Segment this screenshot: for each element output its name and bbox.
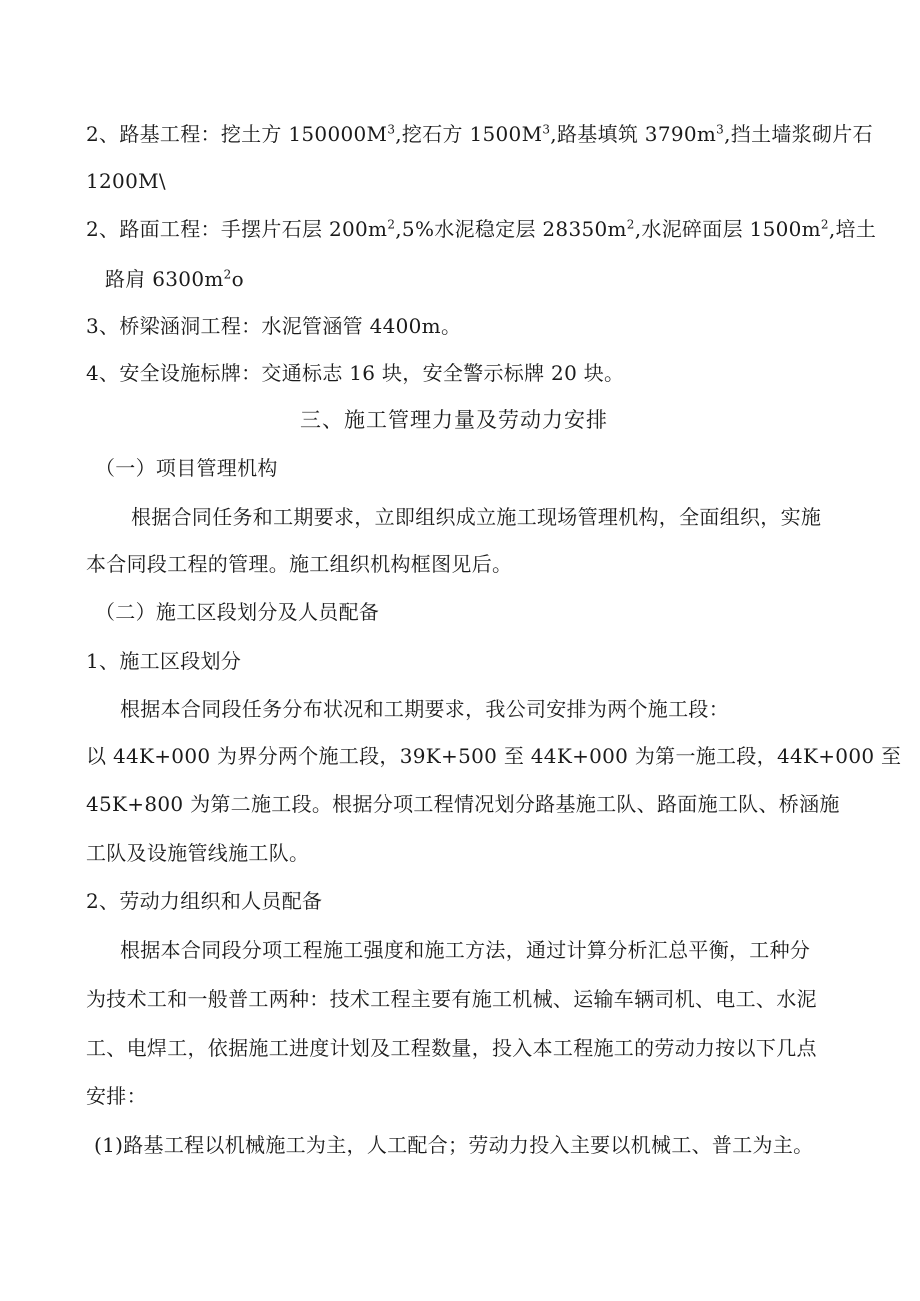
roadbed-text-c: ,路基填筑 3790m bbox=[550, 122, 717, 146]
division-paragraph-line1: 根据本合同段任务分布状况和工期要求，我公司安排为两个施工段： bbox=[120, 697, 729, 721]
roadbed-text-b: ,挖石方 1500M bbox=[395, 122, 543, 146]
roadbed-text-d: ,挡土墙浆砌片石 bbox=[724, 122, 873, 146]
labor-paragraph-line1: 根据本合同段分项工程施工强度和施工方法，通过计算分析汇总平衡，工种分 bbox=[120, 938, 811, 962]
pavement-text-b: ,5%水泥稳定层 28350m bbox=[395, 217, 627, 241]
division-paragraph-line3: 45K+800 为第二施工段。根据分项工程情况划分路基施工队、路面施工队、桥涵施 bbox=[86, 792, 840, 816]
division-paragraph-line2: 以 44K+000 为界分两个施工段，39K+500 至 44K+000 为第一施工段，44K+000 至 bbox=[86, 744, 902, 768]
pavement-text-d: ,培土 bbox=[828, 217, 877, 241]
sub2-title: （二）施工区段划分及人员配备 bbox=[95, 600, 380, 624]
safety-item: 4、安全设施标牌：交通标志 16 块，安全警示标牌 20 块。 bbox=[86, 361, 625, 385]
pavement-sup-b: 2 bbox=[626, 217, 635, 232]
pavement-sup-c: 2 bbox=[820, 217, 829, 232]
division-title: 1、施工区段划分 bbox=[86, 649, 242, 673]
roadbed-item-line2: 1200M\ bbox=[86, 169, 166, 193]
labor-title: 2、劳动力组织和人员配备 bbox=[86, 889, 323, 913]
labor-paragraph-line2: 为技术工和一般普工两种：技术工程主要有施工机械、运输车辆司机、电工、水泥 bbox=[86, 987, 817, 1011]
labor-paragraph-line4: 安排： bbox=[86, 1084, 147, 1108]
bridge-item: 3、桥梁涵洞工程：水泥管涵管 4400m。 bbox=[86, 314, 462, 338]
pavement-sup-a: 2 bbox=[387, 217, 396, 232]
pavement-text-a: 2、路面工程：手摆片石层 200m bbox=[86, 217, 388, 241]
section-title: 三、施工管理力量及劳动力安排 bbox=[300, 408, 608, 432]
labor-list-item-1: (1)路基工程以机械施工为主，人工配合；劳动力投入主要以机械工、普工为主。 bbox=[94, 1133, 814, 1157]
sub1-paragraph-line1: 根据合同任务和工期要求，立即组织成立施工现场管理机构，全面组织，实施 bbox=[131, 505, 822, 529]
division-paragraph-line4: 工队及设施管线施工队。 bbox=[86, 841, 310, 865]
sub1-paragraph-line2: 本合同段工程的管理。施工组织机构框图见后。 bbox=[86, 552, 513, 576]
pavement-text-c: ,水泥碎面层 1500m bbox=[634, 217, 821, 241]
roadbed-sup-c: 3 bbox=[716, 122, 725, 137]
sub1-title: （一）项目管理机构 bbox=[95, 456, 278, 480]
pavement-line2-text-a: 路肩 6300m bbox=[105, 267, 224, 291]
roadbed-text-a: 2、路基工程：挖土方 150000M bbox=[86, 122, 388, 146]
roadbed-sup-a: 3 bbox=[387, 122, 396, 137]
pavement-item-line2 bbox=[105, 265, 244, 293]
pavement-line2-sup: 2 bbox=[223, 267, 232, 282]
roadbed-sup-b: 3 bbox=[542, 122, 551, 137]
pavement-line2-text-b: o bbox=[231, 267, 244, 291]
roadbed-item-line1 bbox=[86, 120, 873, 148]
labor-paragraph-line3: 工、电焊工，依据施工进度计划及工程数量，投入本工程施工的劳动力按以下几点 bbox=[86, 1036, 817, 1060]
pavement-item-line1 bbox=[86, 215, 876, 243]
